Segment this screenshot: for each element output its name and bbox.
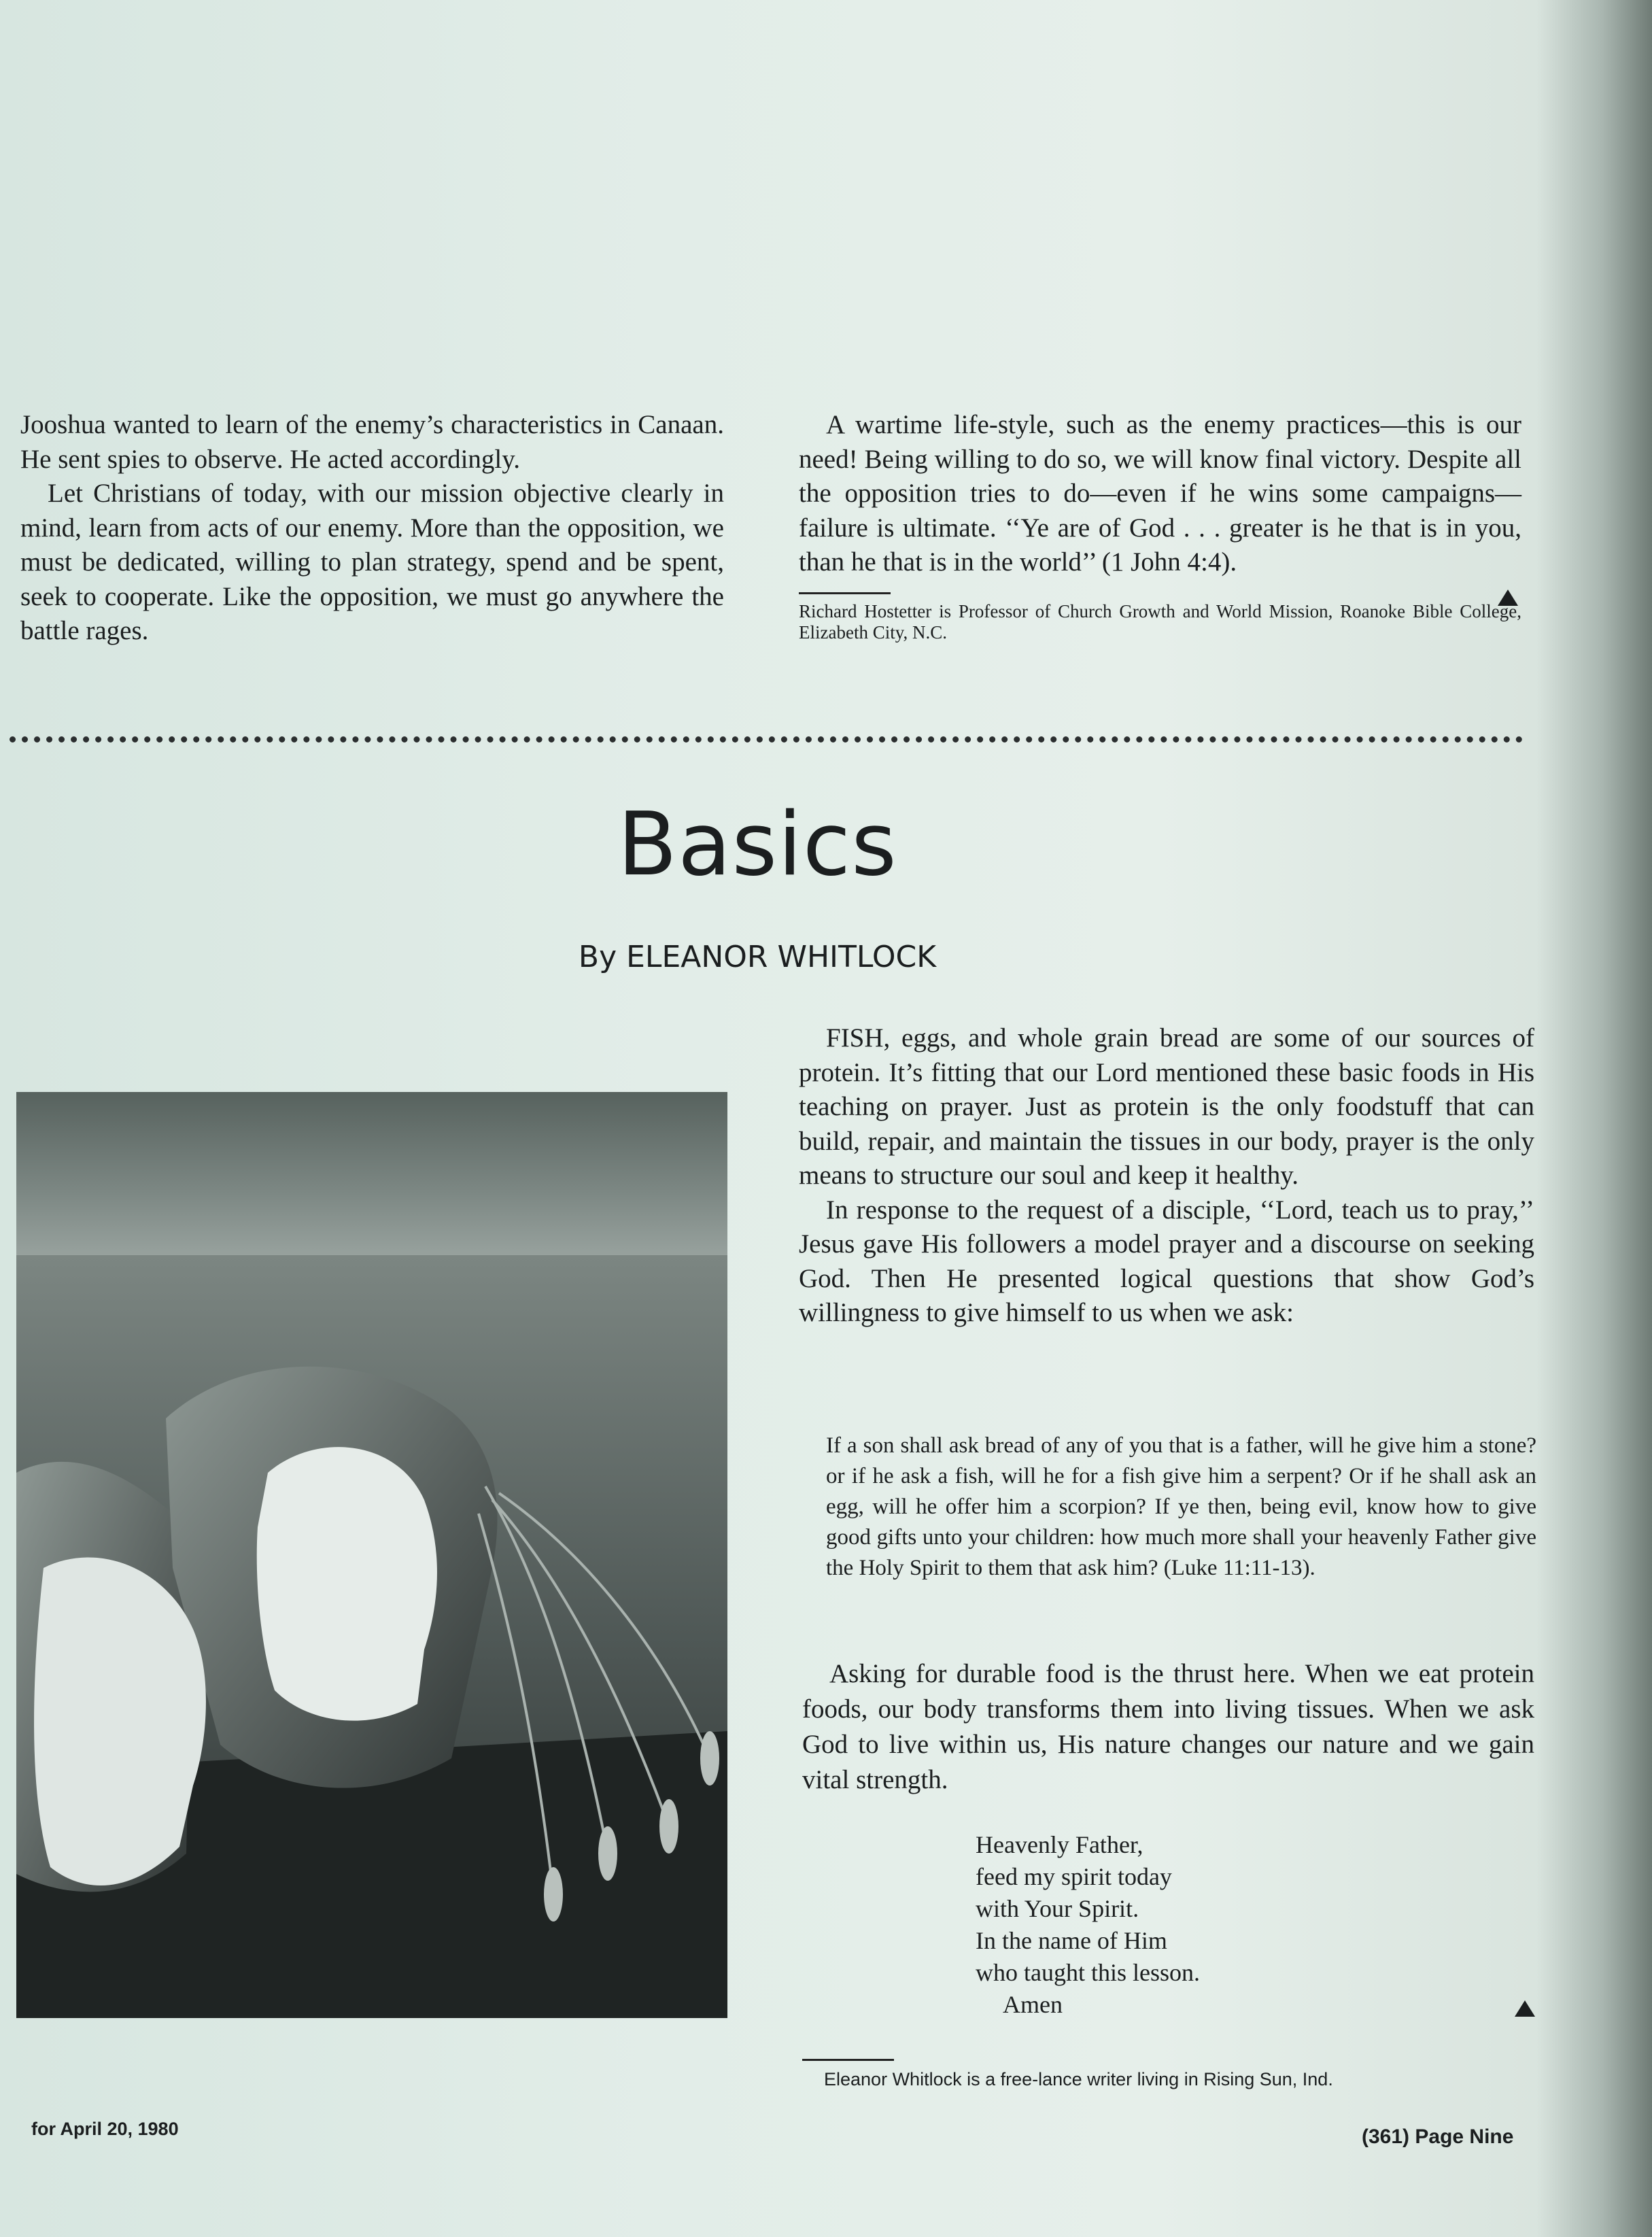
top-article-right-column [799,408,1521,643]
prayer-block [976,1829,1200,2021]
top-article-left-column [20,408,724,649]
top-left-paragraph-1: Jooshua wanted to learn of the enemy’s characteristics in Canaan. He sent spies to observe. He acted accordingly. [20,410,724,474]
page-number: (361) Page Nine [1362,2125,1514,2148]
prayer-line: who taught this lesson. [976,1959,1200,1986]
article-body-column [799,1021,1534,1331]
top-left-paragraph-2: Let Christians of today, with our mission objective clearly in mind, learn from acts of our enemy. More than the opposition, we must be dedicated, willing to plan strategy, spend and be spent, seek to cooperate. Like the opposition, we must go anywhere the battle rages. [20,479,724,645]
article-paragraph-3 [802,1656,1534,1798]
closing-paragraph-text: Asking for durable food is the thrust here. When we eat protein foods, our body transforms them into living tissues. When we ask God to live within us, His nature changes our nature and we gain vital strength. [802,1659,1534,1794]
prayer-line: with Your Spirit. [976,1895,1139,1922]
author-note-text: Eleanor Whitlock is a free-lance writer living in Rising Sun, Ind. [824,2069,1333,2089]
prayer-line: Heavenly Father, [976,1831,1143,1858]
author-note-rule [802,2059,894,2061]
article-paragraph-1: FISH, eggs, and whole grain bread are some of our sources of protein. It’s fitting that our Lord mentioned these basic foods in His teaching on prayer. Just as protein is the only foodstuff that can build, repair, and maintain the tissues in our body, prayer is the only means to structure our soul and keep it healthy. [799,1023,1534,1190]
end-mark-triangle-icon [1498,590,1518,606]
prayer-line: In the name of Him [976,1927,1167,1954]
dotted-divider [10,736,1523,742]
article-byline: By ELEANOR WHITLOCK [578,940,937,974]
article-paragraph-2: In response to the request of a disciple, ‘‘Lord, teach us to pray,’’ Jesus gave His followers a model prayer and a discourse on seeking God. Then He presented logical questions that show God’s willingness to give himself to us when we ask: [799,1195,1534,1327]
top-author-note: Richard Hostetter is Professor of Church Growth and World Mission, Roanoke Bible College, Elizabeth City, N.C. [799,600,1521,643]
author-note-rule [799,592,891,594]
scripture-quote: If a son shall ask bread of any of you that is a father, will he give him a stone? or if he ask a fish, will he for a fish give him a serpent? Or if he shall ask an egg, will he offer him a scorpion? If ye then, being evil, know how to give good gifts unto your children: how much more shall your heavenly Father give the Holy Spirit to them that ask him? (Luke 11:11-13). [826,1433,1536,1580]
prayer-line: feed my spirit today [976,1863,1172,1890]
bread-and-wheat-photo [16,1092,727,2018]
issue-date: for April 20, 1980 [31,2119,179,2139]
article-title: Basics [617,794,897,895]
end-mark-triangle-icon [1515,2000,1535,2017]
top-right-paragraph: A wartime life-style, such as the enemy practices—this is our need! Being willing to do so, we will know final victory. Despite all the opposition tries to do—even if he wins some campaigns—failure is ultimate. ‘‘Ye are of God . . . greater is he that is in you, than he that is in the world’’ (1 John 4:4). [799,410,1521,577]
prayer-amen: Amen [1003,1991,1063,2018]
article-author-note [802,2059,1482,2090]
